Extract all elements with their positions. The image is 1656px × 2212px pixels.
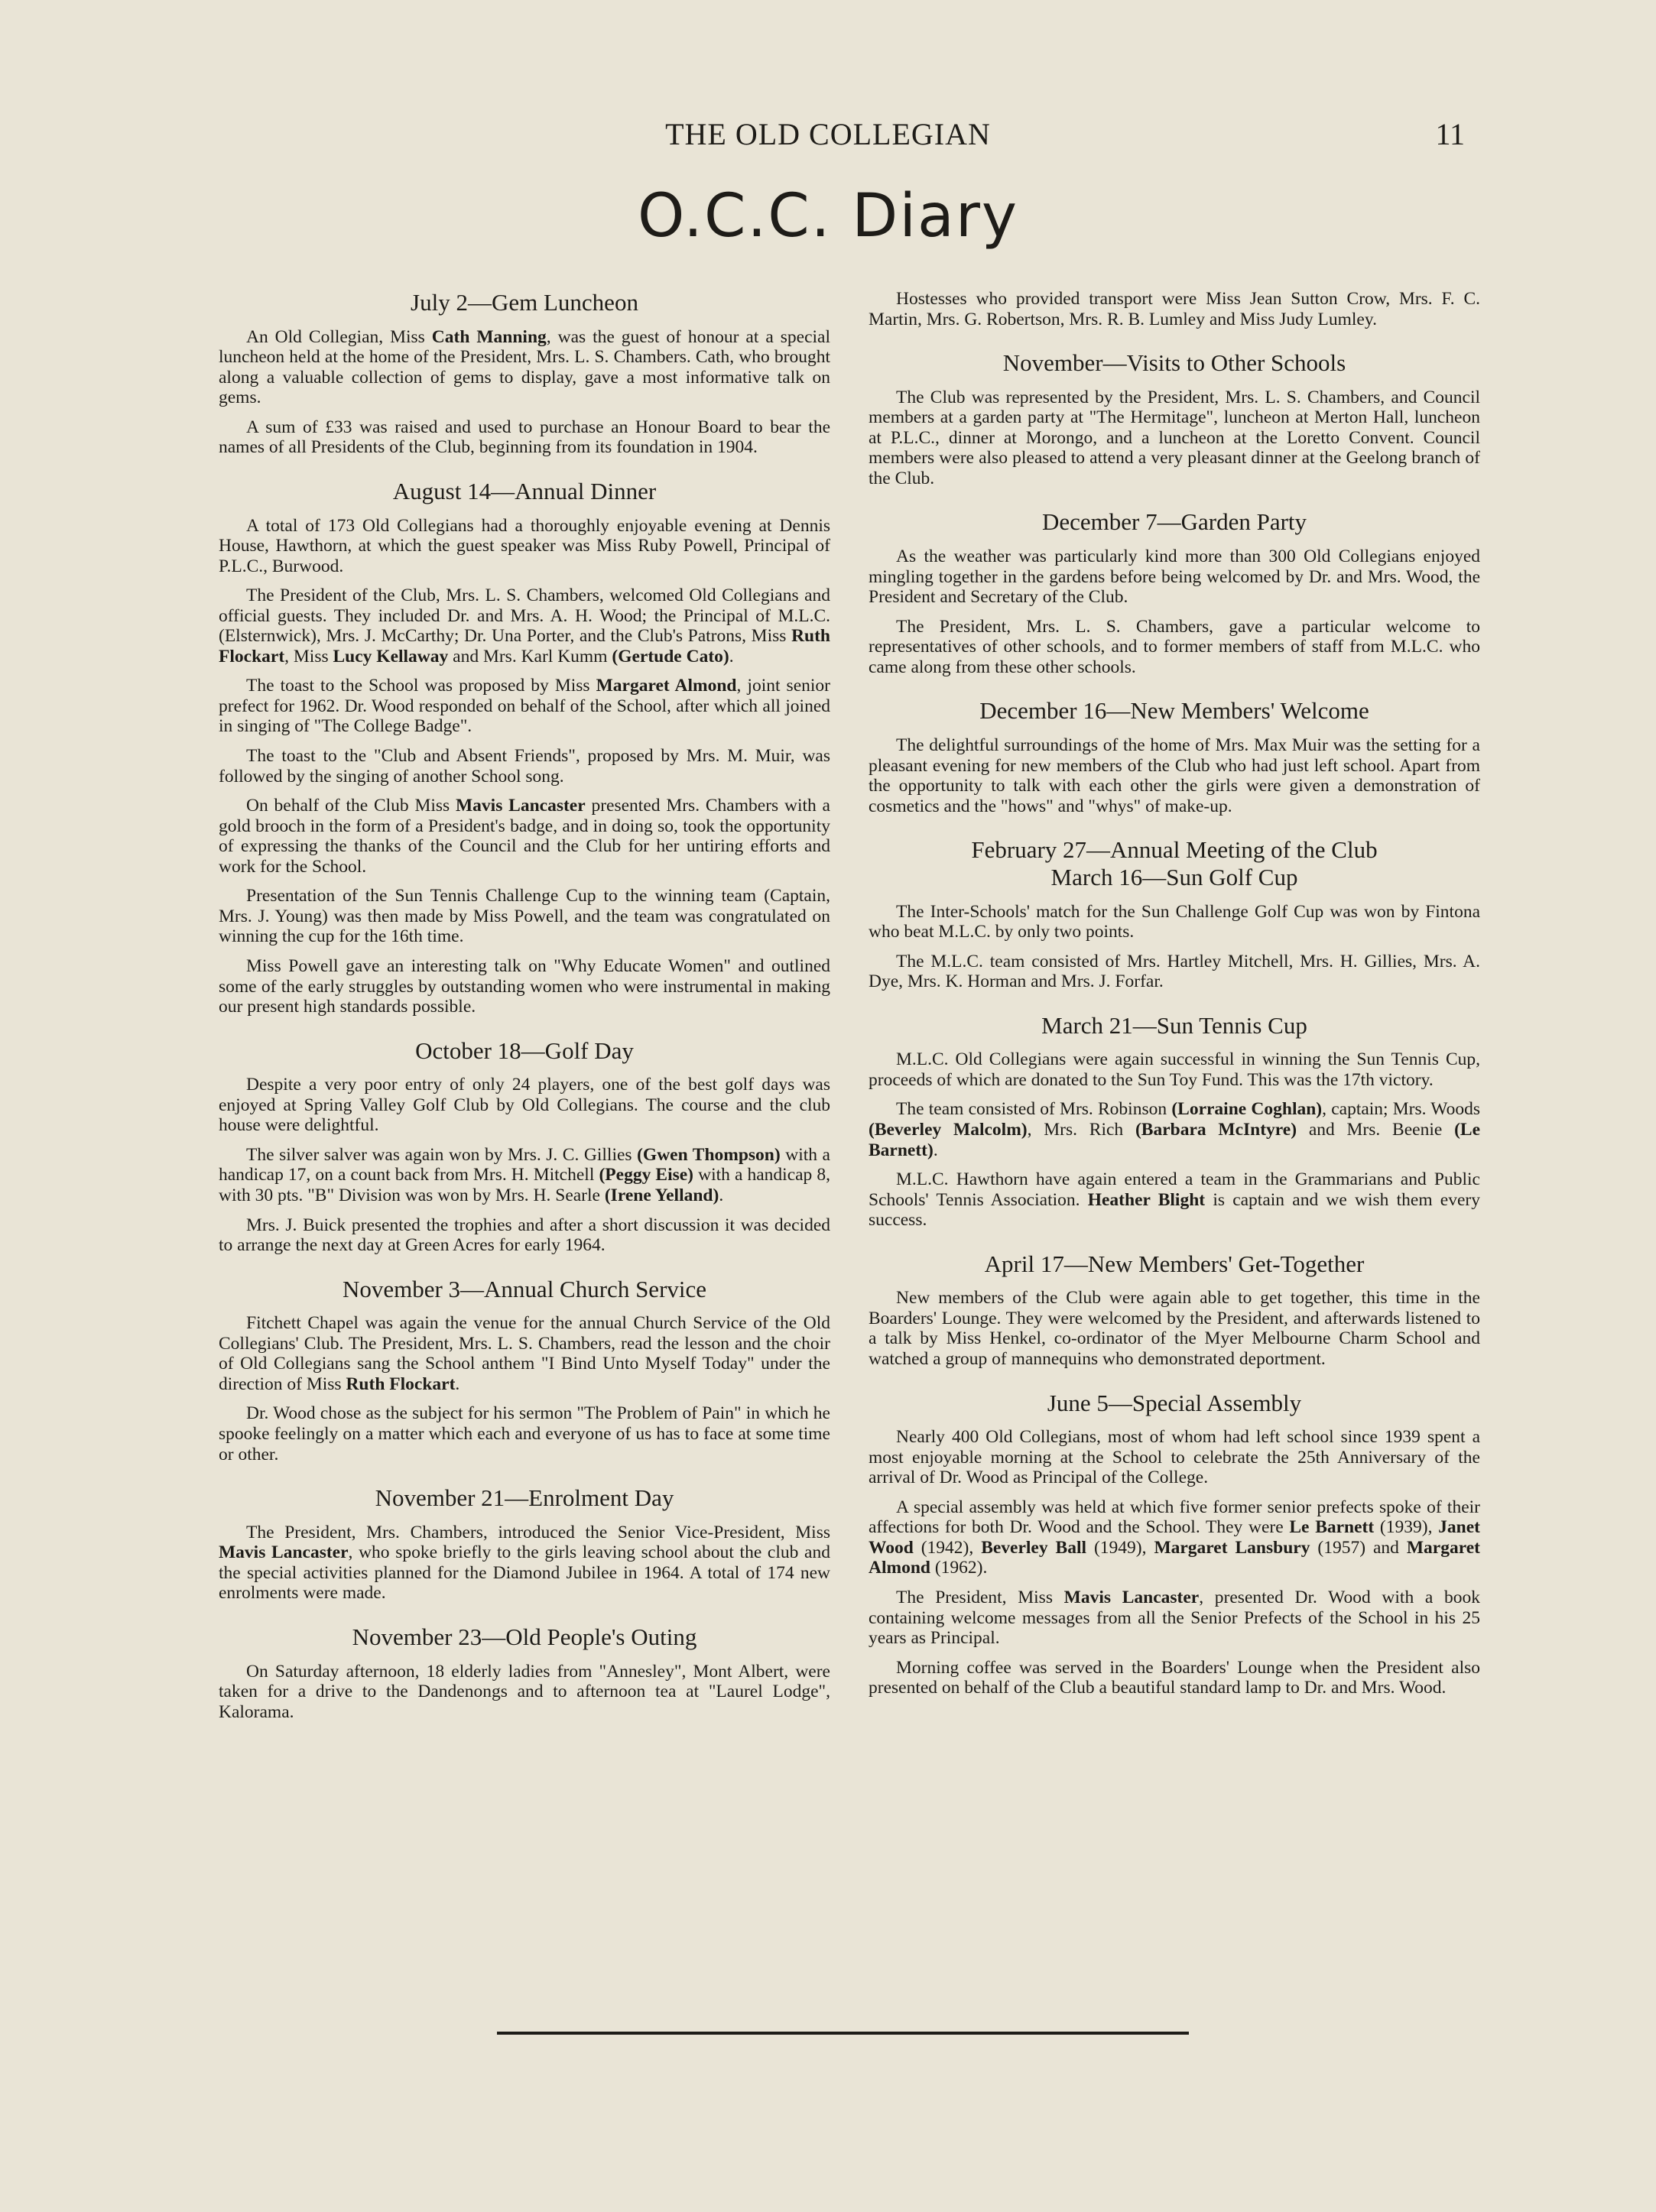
paragraph: The delightful surroundings of the home of Mrs. Max Muir was the setting for a pleasant evening for new members of the Club who had just left school. Apart from the opportunity to talk with each other the girls were given a demonstration of cosmetics and the "hows" and "whys" of make-up. [869, 735, 1480, 816]
paragraph: Fitchett Chapel was again the venue for the annual Church Service of the Old Collegians' Club. The President, Mrs. L. S. Chambers, read the lesson and the choir of Old Collegians sang the School anthem "I Bind Unto Myself Today" under the direction of Miss Ruth Flockart. [219, 1313, 830, 1394]
paragraph: The Club was represented by the President, Mrs. L. S. Chambers, and Council members at a garden party at "The Hermitage", luncheon at Merton Hall, luncheon at P.L.C., dinner at Morongo, and a luncheon at the Loretto Convent. Council members were also pleased to attend a very pleasant dinner at the Geelong branch of the Club. [869, 387, 1480, 488]
diary-section-november-23-old-people-s-outing [219, 1623, 830, 1722]
name-emphasis: Mavis Lancaster [219, 1542, 349, 1563]
section-heading: April 17—New Members' Get-Together [984, 1250, 1365, 1277]
diary-section-november-3-annual-church-service [219, 1276, 830, 1464]
name-emphasis: (Gwen Thompson) [637, 1144, 781, 1165]
name-emphasis: Mavis Lancaster [456, 796, 586, 816]
diary-section-august-14-annual-dinner [219, 478, 830, 1017]
diary-section-february-27-annual-meeting-of-the-club [869, 836, 1480, 991]
paragraph: The silver salver was again won by Mrs. J. C. Gillies (Gwen Thompson) with a handicap 17, on a count back from Mrs. H. Mitchell (Peggy Eise) with a handicap 8, with 30 pts. "B" Division was won by Mrs. H. Searle (Irene Yelland). [219, 1144, 831, 1205]
paragraph: Presentation of the Sun Tennis Challenge Cup to the winning team (Captain, Mrs. J. Young) was then made by Miss Powell, and the team was congratulated on winning the cup for the 16th time. [219, 886, 830, 947]
paragraph: Mrs. J. Buick presented the trophies and after a short discussion it was decided to arrange the next day at Green Acres for early 1964. [219, 1215, 830, 1256]
section-heading: June 5—Special Assembly [1047, 1389, 1302, 1416]
paragraph: The toast to the School was proposed by Miss Margaret Almond, joint senior prefect for 1962. Dr. Wood responded on behalf of the School, after which all joined in singing of "The College Badge". [219, 676, 830, 737]
paragraph: A special assembly was held at which five former senior prefects spoke of their affections for both Dr. Wood and the School. They were Le Barnett (1939), Janet Wood (1942), Beverley Ball (1949), Margaret Lansbury (1957) and Margaret Almond (1962). [869, 1497, 1480, 1578]
name-emphasis: (Barbara McIntyre) [1135, 1119, 1297, 1140]
paragraph: An Old Collegian, Miss Cath Manning, was the guest of honour at a special luncheon held at the home of the President, Mrs. L. S. Chambers. Cath, who brought along a valuable collection of gems to display, gave a most informative talk on gems. [219, 326, 830, 408]
diary-section-november-21-enrolment-day [219, 1484, 830, 1604]
diary-section-continued [869, 289, 1480, 329]
section-heading: November—Visits to Other Schools [1002, 349, 1346, 377]
name-emphasis: Cath Manning [431, 326, 547, 347]
name-emphasis: Beverley Ball [981, 1537, 1087, 1558]
name-emphasis: Ruth Flockart [219, 626, 830, 667]
section-heading: July 2—Gem Luncheon [411, 289, 638, 316]
paragraph: Nearly 400 Old Collegians, most of whom had left school since 1939 spent a most enjoyable morning at the School to celebrate the 25th Anniversary of the arrival of Dr. Wood as Principal of the College. [869, 1427, 1480, 1488]
diary-section-march-21-sun-tennis-cup [869, 1012, 1480, 1231]
diary-title: O.C.C. Diary [637, 182, 1019, 251]
paragraph: On behalf of the Club Miss Mavis Lancaster presented Mrs. Chambers with a gold brooch in the form of a President's badge, and in doing so, took the opportunity of expressing the thanks of the Council and the Club for her untiring efforts and work for the School. [219, 796, 830, 877]
paragraph: The M.L.C. team consisted of Mrs. Hartley Mitchell, Mrs. H. Gillies, Mrs. A. Dye, Mrs. K. Horman and Mrs. J. Forfar. [869, 951, 1480, 992]
name-emphasis: Margaret Almond [596, 676, 737, 696]
name-emphasis: (Beverley Malcolm) [869, 1119, 1028, 1140]
section-heading: December 7—Garden Party [1041, 508, 1307, 536]
section-heading: November 23—Old People's Outing [352, 1623, 697, 1650]
paragraph: Dr. Wood chose as the subject for his sermon "The Problem of Pain" in which he spooke feelingly on a matter which each and everyone of us has to face at some time or other. [219, 1403, 830, 1464]
section-heading: October 18—Golf Day [415, 1036, 634, 1064]
name-emphasis: (Peggy Eise) [599, 1165, 694, 1185]
closing-rule [497, 2032, 1189, 2035]
name-emphasis: Ruth Flockart [346, 1374, 456, 1394]
name-emphasis: (Lorraine Coghlan) [1171, 1099, 1323, 1120]
name-emphasis: Lucy Kellaway [333, 646, 449, 667]
paragraph: Miss Powell gave an interesting talk on "Why Educate Women" and outlined some of the early struggles by outstanding women who were instrumental in making our present high standards possible. [219, 955, 830, 1017]
section-heading: August 14—Annual Dinner [392, 477, 657, 504]
name-emphasis: (Le Barnett) [869, 1119, 1481, 1160]
diary-section-april-17-new-members-get-together [869, 1250, 1480, 1370]
paragraph: A sum of £33 was raised and used to purchase an Honour Board to bear the names of all Presidents of the Club, beginning from its foundation in 1904. [219, 417, 830, 458]
section-heading: March 21—Sun Tennis Cup [1041, 1011, 1307, 1039]
name-emphasis: Le Barnett [1289, 1517, 1375, 1538]
left-column [219, 289, 830, 1731]
diary-section-july-2-gem-luncheon [219, 289, 830, 458]
name-emphasis: Janet Wood [869, 1517, 1480, 1558]
diary-section-december-16-new-members-welcome [869, 697, 1480, 816]
name-emphasis: Heather Blight [1087, 1189, 1206, 1210]
paragraph: M.L.C. Old Collegians were again successful in winning the Sun Tennis Cup, proceeds of which are donated to the Sun Toy Fund. This was the 17th victory. [869, 1049, 1480, 1090]
paragraph: Morning coffee was served in the Boarders' Lounge when the President also presented on behalf of the Club a beautiful standard lamp to Dr. and Mrs. Wood. [869, 1657, 1480, 1698]
section-heading: February 27—Annual Meeting of the Club March 16—Sun Golf Cup [971, 836, 1378, 890]
paragraph: On Saturday afternoon, 18 elderly ladies from "Annesley", Mont Albert, were taken for a drive to the Dandenongs and to afternoon tea at "Laurel Lodge", Kalorama. [219, 1661, 830, 1722]
diary-section-october-18-golf-day [219, 1037, 830, 1256]
running-head [0, 116, 1656, 162]
paragraph: Despite a very poor entry of only 24 players, one of the best golf days was enjoyed at Spring Valley Golf Club by Old Collegians. The course and the club house were delightful. [219, 1075, 830, 1136]
name-emphasis: Margaret Lansbury [1154, 1537, 1310, 1558]
paragraph: As the weather was particularly kind more than 300 Old Collegians enjoyed mingling together in the gardens before being welcomed by Dr. and Mrs. Wood, the President and Secretary of the Club. [869, 547, 1480, 608]
paragraph: M.L.C. Hawthorn have again entered a team in the Grammarians and Public Schools' Tennis Association. Heather Blight is captain and we wish them every success. [869, 1169, 1480, 1231]
diary-section-november-visits-to-other-schools [869, 349, 1480, 488]
section-heading: November 21—Enrolment Day [375, 1484, 674, 1512]
paragraph: The President of the Club, Mrs. L. S. Chambers, welcomed Old Collegians and official guests. They included Dr. and Mrs. A. H. Wood; the Principal of M.L.C. (Elsternwick), Mrs. J. McCarthy; Dr. Una Porter, and the Club's Patrons, Miss Ruth Flockart, Miss Lucy Kellaway and Mrs. Karl Kumm (Gertude Cato). [219, 585, 830, 667]
name-emphasis: (Gertude Cato) [612, 646, 729, 667]
paragraph: The President, Miss Mavis Lancaster, presented Dr. Wood with a book containing welcome messages from all the Senior Prefects of the School in his 25 years as Principal. [869, 1588, 1481, 1649]
page-number: 11 [1435, 117, 1465, 151]
paragraph: Hostesses who provided transport were Miss Jean Sutton Crow, Mrs. F. C. Martin, Mrs. G. Robertson, Mrs. R. B. Lumley and Miss Judy Lumley. [869, 289, 1480, 329]
name-emphasis: (Irene Yelland) [604, 1185, 719, 1205]
section-heading: November 3—Annual Church Service [342, 1275, 707, 1302]
journal-title: THE OLD COLLEGIAN [665, 117, 991, 151]
diary-section-june-5-special-assembly [869, 1390, 1480, 1698]
name-emphasis: Margaret Almond [869, 1537, 1480, 1578]
paragraph: The team consisted of Mrs. Robinson (Lorraine Coghlan), captain; Mrs. Woods (Beverley Malcolm), Mrs. Rich (Barbara McIntyre) and Mrs. Beenie (Le Barnett). [869, 1099, 1481, 1160]
name-emphasis: Mavis Lancaster [1063, 1588, 1200, 1607]
paragraph: The President, Mrs. L. S. Chambers, gave a particular welcome to representatives of other schools, and to former members of staff from M.L.C. who came along from these other schools. [869, 616, 1480, 677]
right-column [869, 289, 1480, 1708]
paragraph: The President, Mrs. Chambers, introduced the Senior Vice-President, Miss Mavis Lancaster, who spoke briefly to the girls leaving school about the club and the special activities planned for the Diamond Jubilee in 1964. A total of 174 new enrolments were made. [219, 1522, 830, 1604]
paragraph: New members of the Club were again able to get together, this time in the Boarders' Lounge. They were welcomed by the President, and afterwards listened to a talk by Miss Henkel, co-ordinator of the Myer Melbourne Charm School and watched a group of mannequins who demonstrated deportment. [869, 1288, 1480, 1369]
section-heading: December 16—New Members' Welcome [979, 697, 1369, 725]
paragraph: The toast to the "Club and Absent Friends", proposed by Mrs. M. Muir, was followed by the singing of another School song. [219, 746, 830, 787]
paragraph: A total of 173 Old Collegians had a thoroughly enjoyable evening at Dennis House, Hawthorn, at which the guest speaker was Miss Ruby Powell, Principal of P.L.C., Burwood. [219, 515, 830, 576]
diary-section-december-7-garden-party [869, 508, 1480, 677]
paragraph: The Inter-Schools' match for the Sun Challenge Golf Cup was won by Fintona who beat M.L.C. by only two points. [869, 901, 1480, 942]
